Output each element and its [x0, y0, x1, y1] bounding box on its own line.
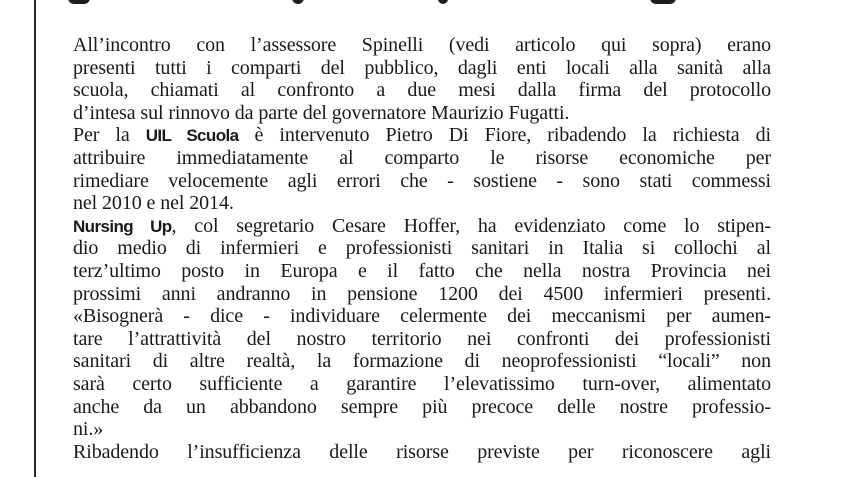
article-line — [73, 102, 771, 125]
article-line — [73, 373, 771, 396]
article-text: d’intesa sul rinnovo da parte del governatore Maurizio Fugatti. — [73, 101, 570, 124]
article-line — [73, 350, 771, 373]
article-text: è intervenuto Pietro Di Fiore, ribadendo la richiesta di — [238, 124, 771, 147]
article-line — [73, 237, 771, 260]
article-text: anche da un abbandono sempre più precoce delle nostre professio- — [73, 395, 771, 418]
article-line — [73, 124, 771, 147]
article-text: All’incontro con l’assessore Spinelli (vedi articolo qui sopra) erano — [73, 34, 771, 56]
cropped-headline-glyph — [292, 0, 304, 4]
article-text: attribuire immediatamente al comparto le risorse economiche per — [73, 146, 771, 169]
article-text: rimediare velocemente agli errori che - sostiene - sono stati commessi — [73, 169, 771, 192]
article-text: nel 2010 e nel 2014. — [73, 192, 234, 215]
article-text: terz’ultimo posto in Europa e il fatto che nella nostra Provincia nei — [73, 259, 771, 282]
article-text: Ribadendo l’insufficienza delle risorse previste per riconoscere agli — [73, 440, 771, 463]
article-line — [73, 147, 771, 170]
article-line — [73, 260, 771, 283]
article-text: prossimi anni andranno in pensione 1200 dei 4500 infermieri presenti. — [73, 282, 771, 305]
article-line — [73, 34, 771, 57]
article-line — [73, 283, 771, 306]
cropped-headline-glyph — [438, 0, 448, 4]
article-line — [73, 418, 771, 441]
article-text: dio medio di infermieri e professionisti sanitari in Italia si collochi al — [73, 237, 771, 260]
article-line — [73, 57, 771, 80]
article-text: sarà certo sufficiente a garantire l’elevatissimo turn-over, alimentato — [73, 372, 771, 395]
cropped-headline-glyph — [650, 0, 676, 4]
article-text: sanitari di altre realtà, la formazione di neoprofessionisti “locali” non — [73, 350, 771, 373]
organization-name: UIL Scuola — [145, 126, 239, 146]
article-line — [73, 192, 771, 215]
article-text: , col segretario Cesare Hoffer, ha evidenziato come lo stipen- — [171, 214, 771, 237]
organization-name: Nursing Up — [73, 216, 172, 236]
article-line — [73, 396, 771, 419]
cropped-headline-glyph — [68, 0, 90, 4]
article-text: ni.» — [73, 418, 104, 441]
article-body — [73, 34, 771, 463]
article-line — [73, 328, 771, 351]
article-text: presenti tutti i comparti del pubblico, dagli enti locali alla sanità alla — [73, 56, 771, 79]
article-text: «Bisognerà - dice - individuare celermente dei meccanismi per aumen- — [73, 305, 771, 328]
article-line — [73, 305, 771, 328]
article-line — [73, 170, 771, 193]
article-line — [73, 79, 771, 102]
column-rule — [34, 0, 36, 477]
article-line — [73, 215, 771, 238]
article-text: Per la — [73, 124, 146, 147]
article-line — [73, 441, 771, 464]
article-text: scuola, chiamati al confronto a due mesi dalla firma del protocollo — [73, 79, 771, 102]
article-text: tare l’attrattività del nostro territorio nei confronti dei professionisti — [73, 327, 771, 350]
